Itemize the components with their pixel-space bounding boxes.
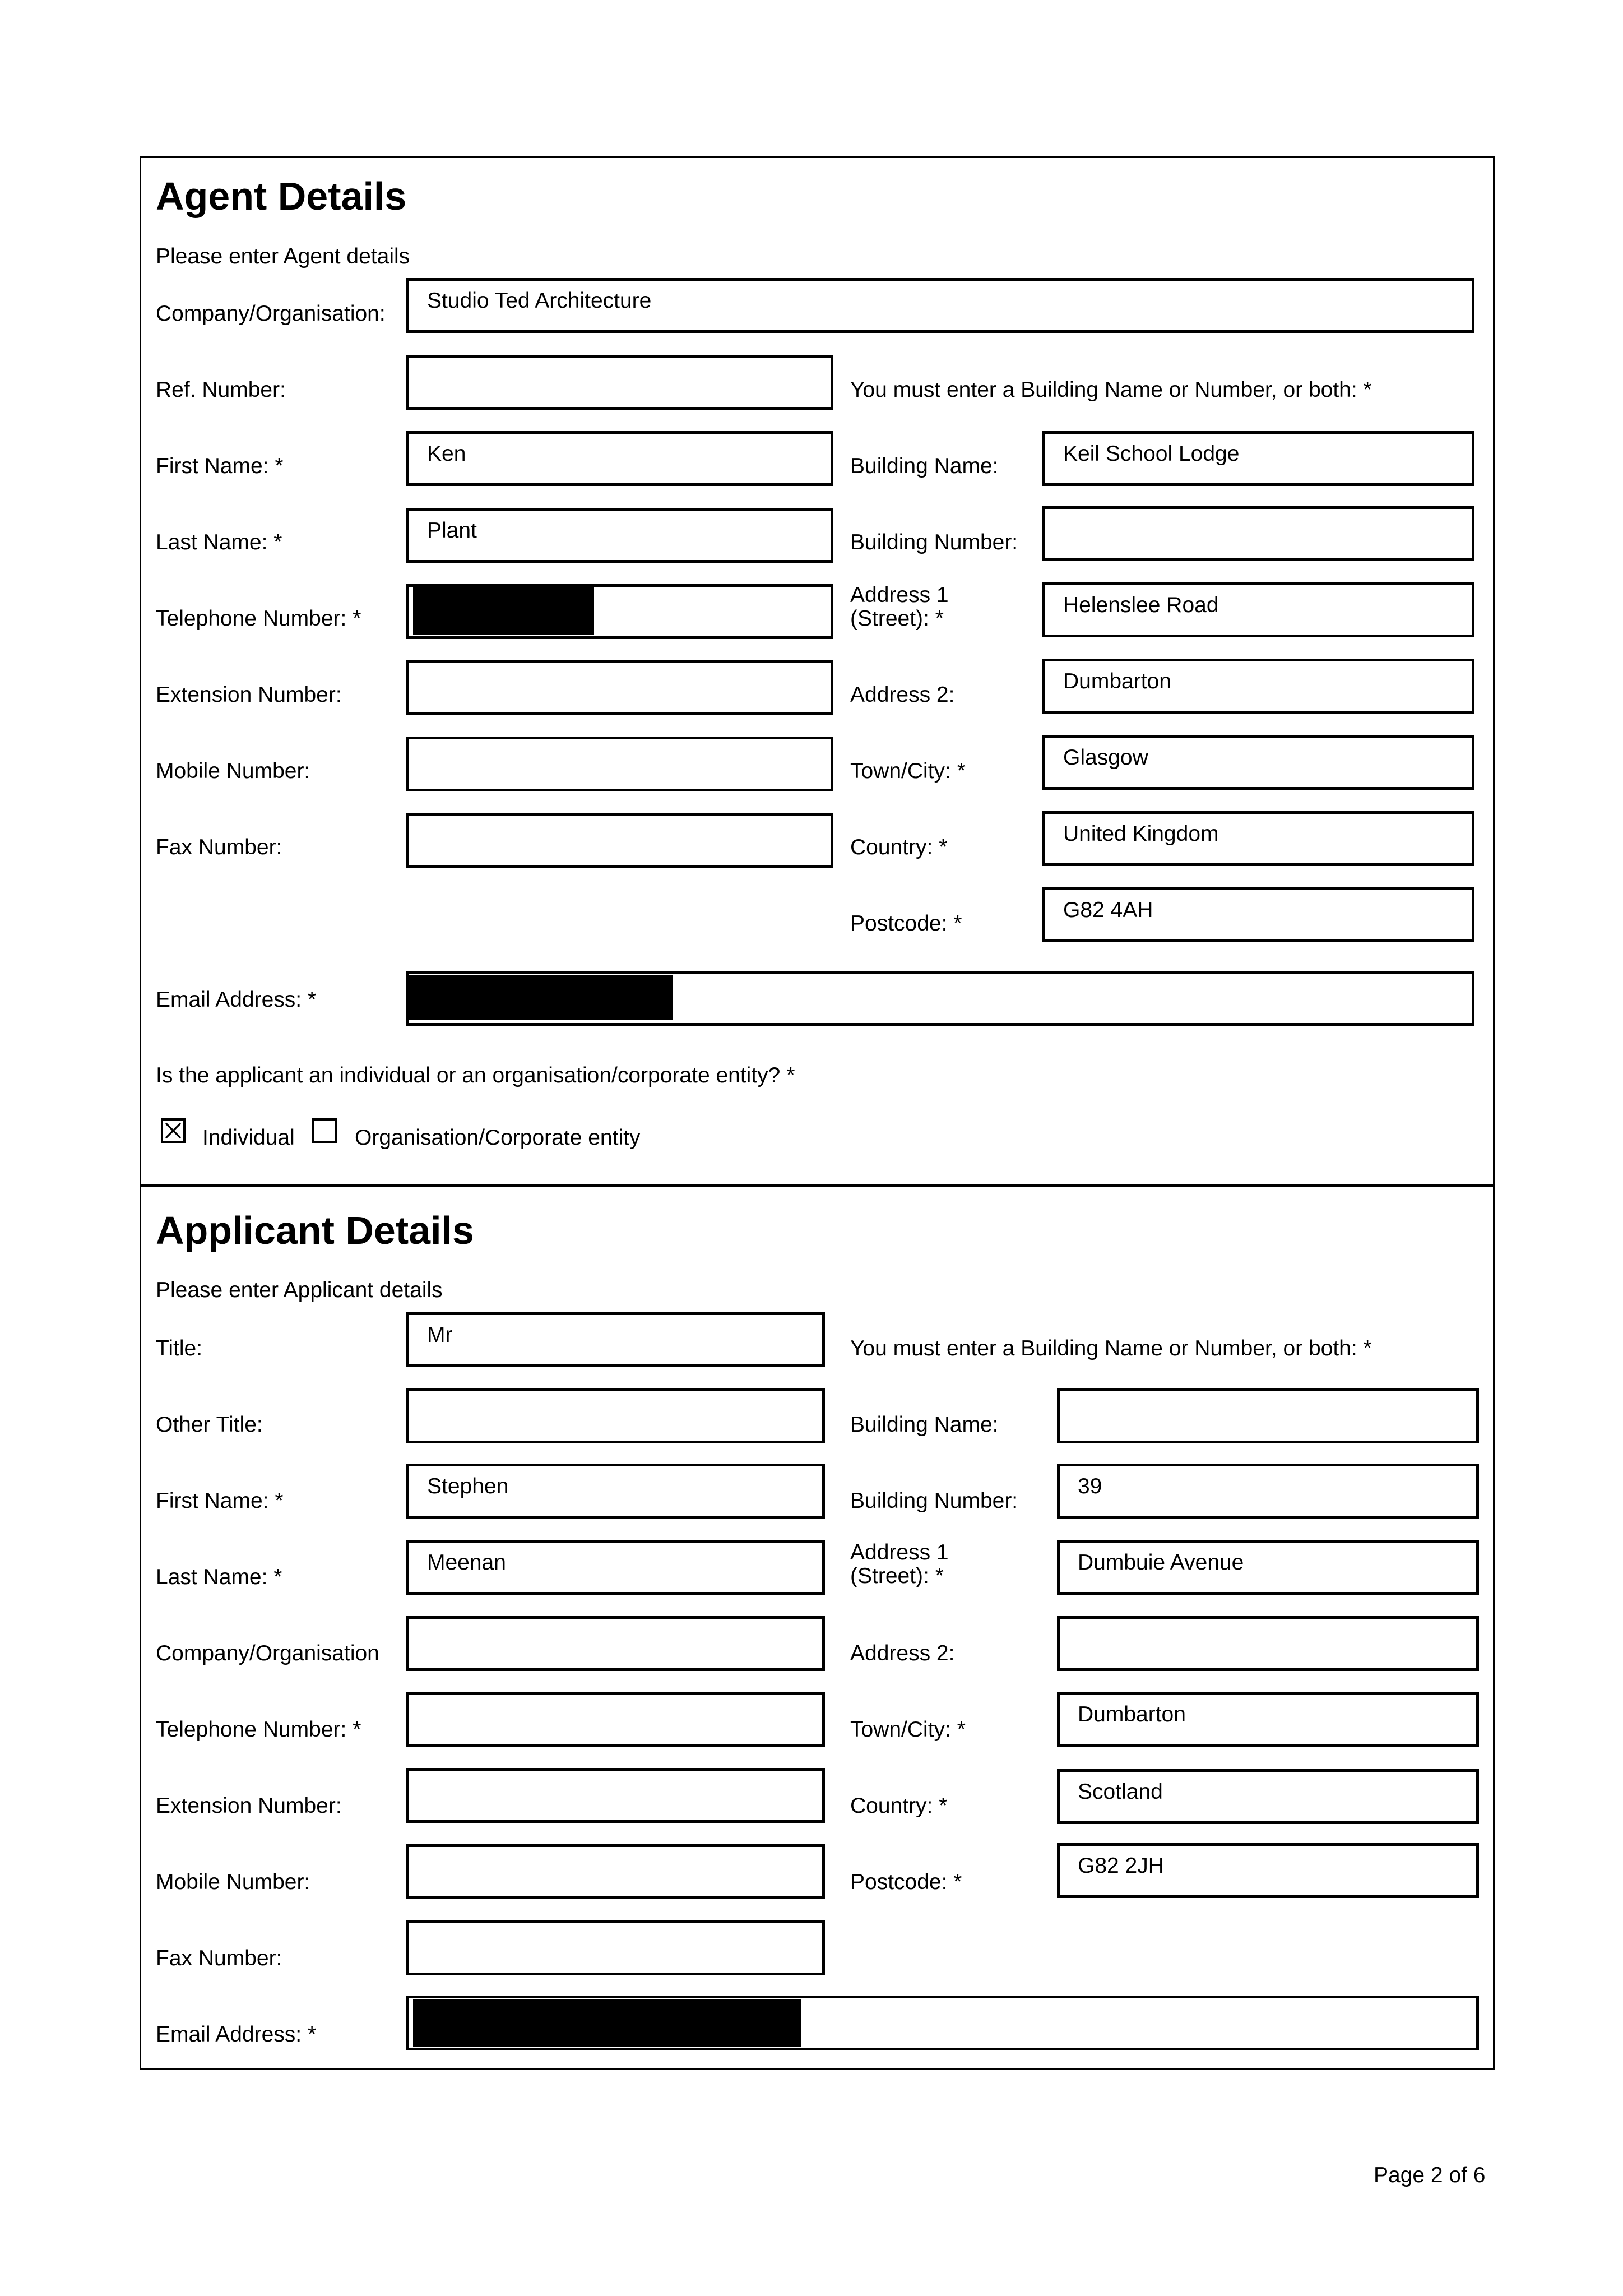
applicant-country-label: Country: * xyxy=(850,1794,948,1818)
agent-country-field[interactable]: United Kingdom xyxy=(1042,811,1474,866)
applicant-title-field[interactable]: Mr xyxy=(406,1312,825,1367)
applicant-extension-label: Extension Number: xyxy=(156,1794,342,1818)
applicant-address2-label: Address 2: xyxy=(850,1641,955,1665)
agent-ref-field[interactable] xyxy=(406,355,833,410)
applicant-address1-label-line1: Address 1 xyxy=(850,1540,949,1564)
applicant-address1-label-line2: (Street): * xyxy=(850,1564,944,1588)
applicant-other-title-field[interactable] xyxy=(406,1388,825,1443)
agent-country-label: Country: * xyxy=(850,835,948,859)
applicant-other-title-label: Other Title: xyxy=(156,1413,263,1437)
agent-building-number-field[interactable] xyxy=(1042,506,1474,561)
applicant-first-name-field[interactable]: Stephen xyxy=(406,1464,825,1519)
applicant-last-name-label: Last Name: * xyxy=(156,1565,282,1589)
individual-checkbox[interactable] xyxy=(161,1118,186,1143)
applicant-type-question: Is the applicant an individual or an organisation/corporate entity? * xyxy=(156,1063,795,1087)
agent-company-label: Company/Organisation: xyxy=(156,302,386,326)
agent-company-field[interactable]: Studio Ted Architecture xyxy=(406,278,1474,333)
agent-building-number-label: Building Number: xyxy=(850,530,1018,554)
applicant-section-heading: Applicant Details xyxy=(156,1209,474,1252)
agent-mobile-label: Mobile Number: xyxy=(156,759,310,783)
applicant-telephone-label: Telephone Number: * xyxy=(156,1718,361,1742)
applicant-town-field[interactable]: Dumbarton xyxy=(1057,1692,1479,1747)
applicant-company-field[interactable] xyxy=(406,1616,825,1671)
agent-fax-field[interactable] xyxy=(406,813,833,868)
applicant-last-name-field[interactable]: Meenan xyxy=(406,1540,825,1595)
agent-postcode-field[interactable]: G82 4AH xyxy=(1042,887,1474,942)
applicant-intro-text: Please enter Applicant details xyxy=(156,1278,443,1302)
applicant-mobile-label: Mobile Number: xyxy=(156,1870,310,1894)
agent-mobile-field[interactable] xyxy=(406,737,833,791)
individual-option-label: Individual xyxy=(202,1126,295,1150)
applicant-fax-field[interactable] xyxy=(406,1920,825,1975)
applicant-fax-label: Fax Number: xyxy=(156,1946,282,1970)
checkbox-cross-icon xyxy=(163,1121,183,1141)
page-number: Page 2 of 6 xyxy=(1374,2163,1486,2187)
applicant-postcode-label: Postcode: * xyxy=(850,1870,962,1894)
agent-section-heading: Agent Details xyxy=(156,174,407,218)
redaction-block xyxy=(413,1999,801,2047)
applicant-mobile-field[interactable] xyxy=(406,1844,825,1899)
applicant-building-note: You must enter a Building Name or Number, or both: * xyxy=(850,1336,1372,1360)
agent-fax-label: Fax Number: xyxy=(156,835,282,859)
redaction-block xyxy=(409,975,673,1020)
organisation-option-label: Organisation/Corporate entity xyxy=(355,1126,641,1150)
agent-first-name-field[interactable]: Ken xyxy=(406,431,833,486)
applicant-extension-field[interactable] xyxy=(406,1768,825,1823)
agent-extension-label: Extension Number: xyxy=(156,683,342,707)
agent-telephone-label: Telephone Number: * xyxy=(156,607,361,631)
organisation-checkbox[interactable] xyxy=(312,1118,337,1143)
agent-address1-label-line2: (Street): * xyxy=(850,607,944,631)
applicant-country-field[interactable]: Scotland xyxy=(1057,1769,1479,1824)
agent-ref-label: Ref. Number: xyxy=(156,378,286,402)
agent-extension-field[interactable] xyxy=(406,660,833,715)
agent-postcode-label: Postcode: * xyxy=(850,911,962,936)
agent-building-note: You must enter a Building Name or Number, or both: * xyxy=(850,378,1372,402)
applicant-building-name-field[interactable] xyxy=(1057,1388,1479,1443)
agent-last-name-label: Last Name: * xyxy=(156,530,282,554)
agent-town-field[interactable]: Glasgow xyxy=(1042,735,1474,790)
applicant-postcode-field[interactable]: G82 2JH xyxy=(1057,1843,1479,1898)
redaction-block xyxy=(413,587,594,635)
applicant-town-label: Town/City: * xyxy=(850,1718,966,1742)
agent-address2-field[interactable]: Dumbarton xyxy=(1042,659,1474,714)
agent-intro-text: Please enter Agent details xyxy=(156,244,410,269)
agent-address2-label: Address 2: xyxy=(850,683,955,707)
section-divider xyxy=(140,1184,1495,1187)
agent-town-label: Town/City: * xyxy=(850,759,966,783)
applicant-address2-field[interactable] xyxy=(1057,1616,1479,1671)
applicant-email-label: Email Address: * xyxy=(156,2022,317,2047)
agent-last-name-field[interactable]: Plant xyxy=(406,508,833,563)
applicant-first-name-label: First Name: * xyxy=(156,1489,284,1513)
applicant-building-number-field[interactable]: 39 xyxy=(1057,1464,1479,1519)
applicant-building-number-label: Building Number: xyxy=(850,1489,1018,1513)
applicant-building-name-label: Building Name: xyxy=(850,1413,999,1437)
agent-email-label: Email Address: * xyxy=(156,988,317,1012)
agent-address1-label-line1: Address 1 xyxy=(850,583,949,607)
agent-first-name-label: First Name: * xyxy=(156,454,284,478)
agent-building-name-label: Building Name: xyxy=(850,454,999,478)
applicant-address1-field[interactable]: Dumbuie Avenue xyxy=(1057,1540,1479,1595)
applicant-company-label: Company/Organisation xyxy=(156,1641,379,1665)
applicant-title-label: Title: xyxy=(156,1336,203,1360)
agent-address1-field[interactable]: Helenslee Road xyxy=(1042,582,1474,637)
agent-building-name-field[interactable]: Keil School Lodge xyxy=(1042,431,1474,486)
applicant-telephone-field[interactable] xyxy=(406,1692,825,1747)
